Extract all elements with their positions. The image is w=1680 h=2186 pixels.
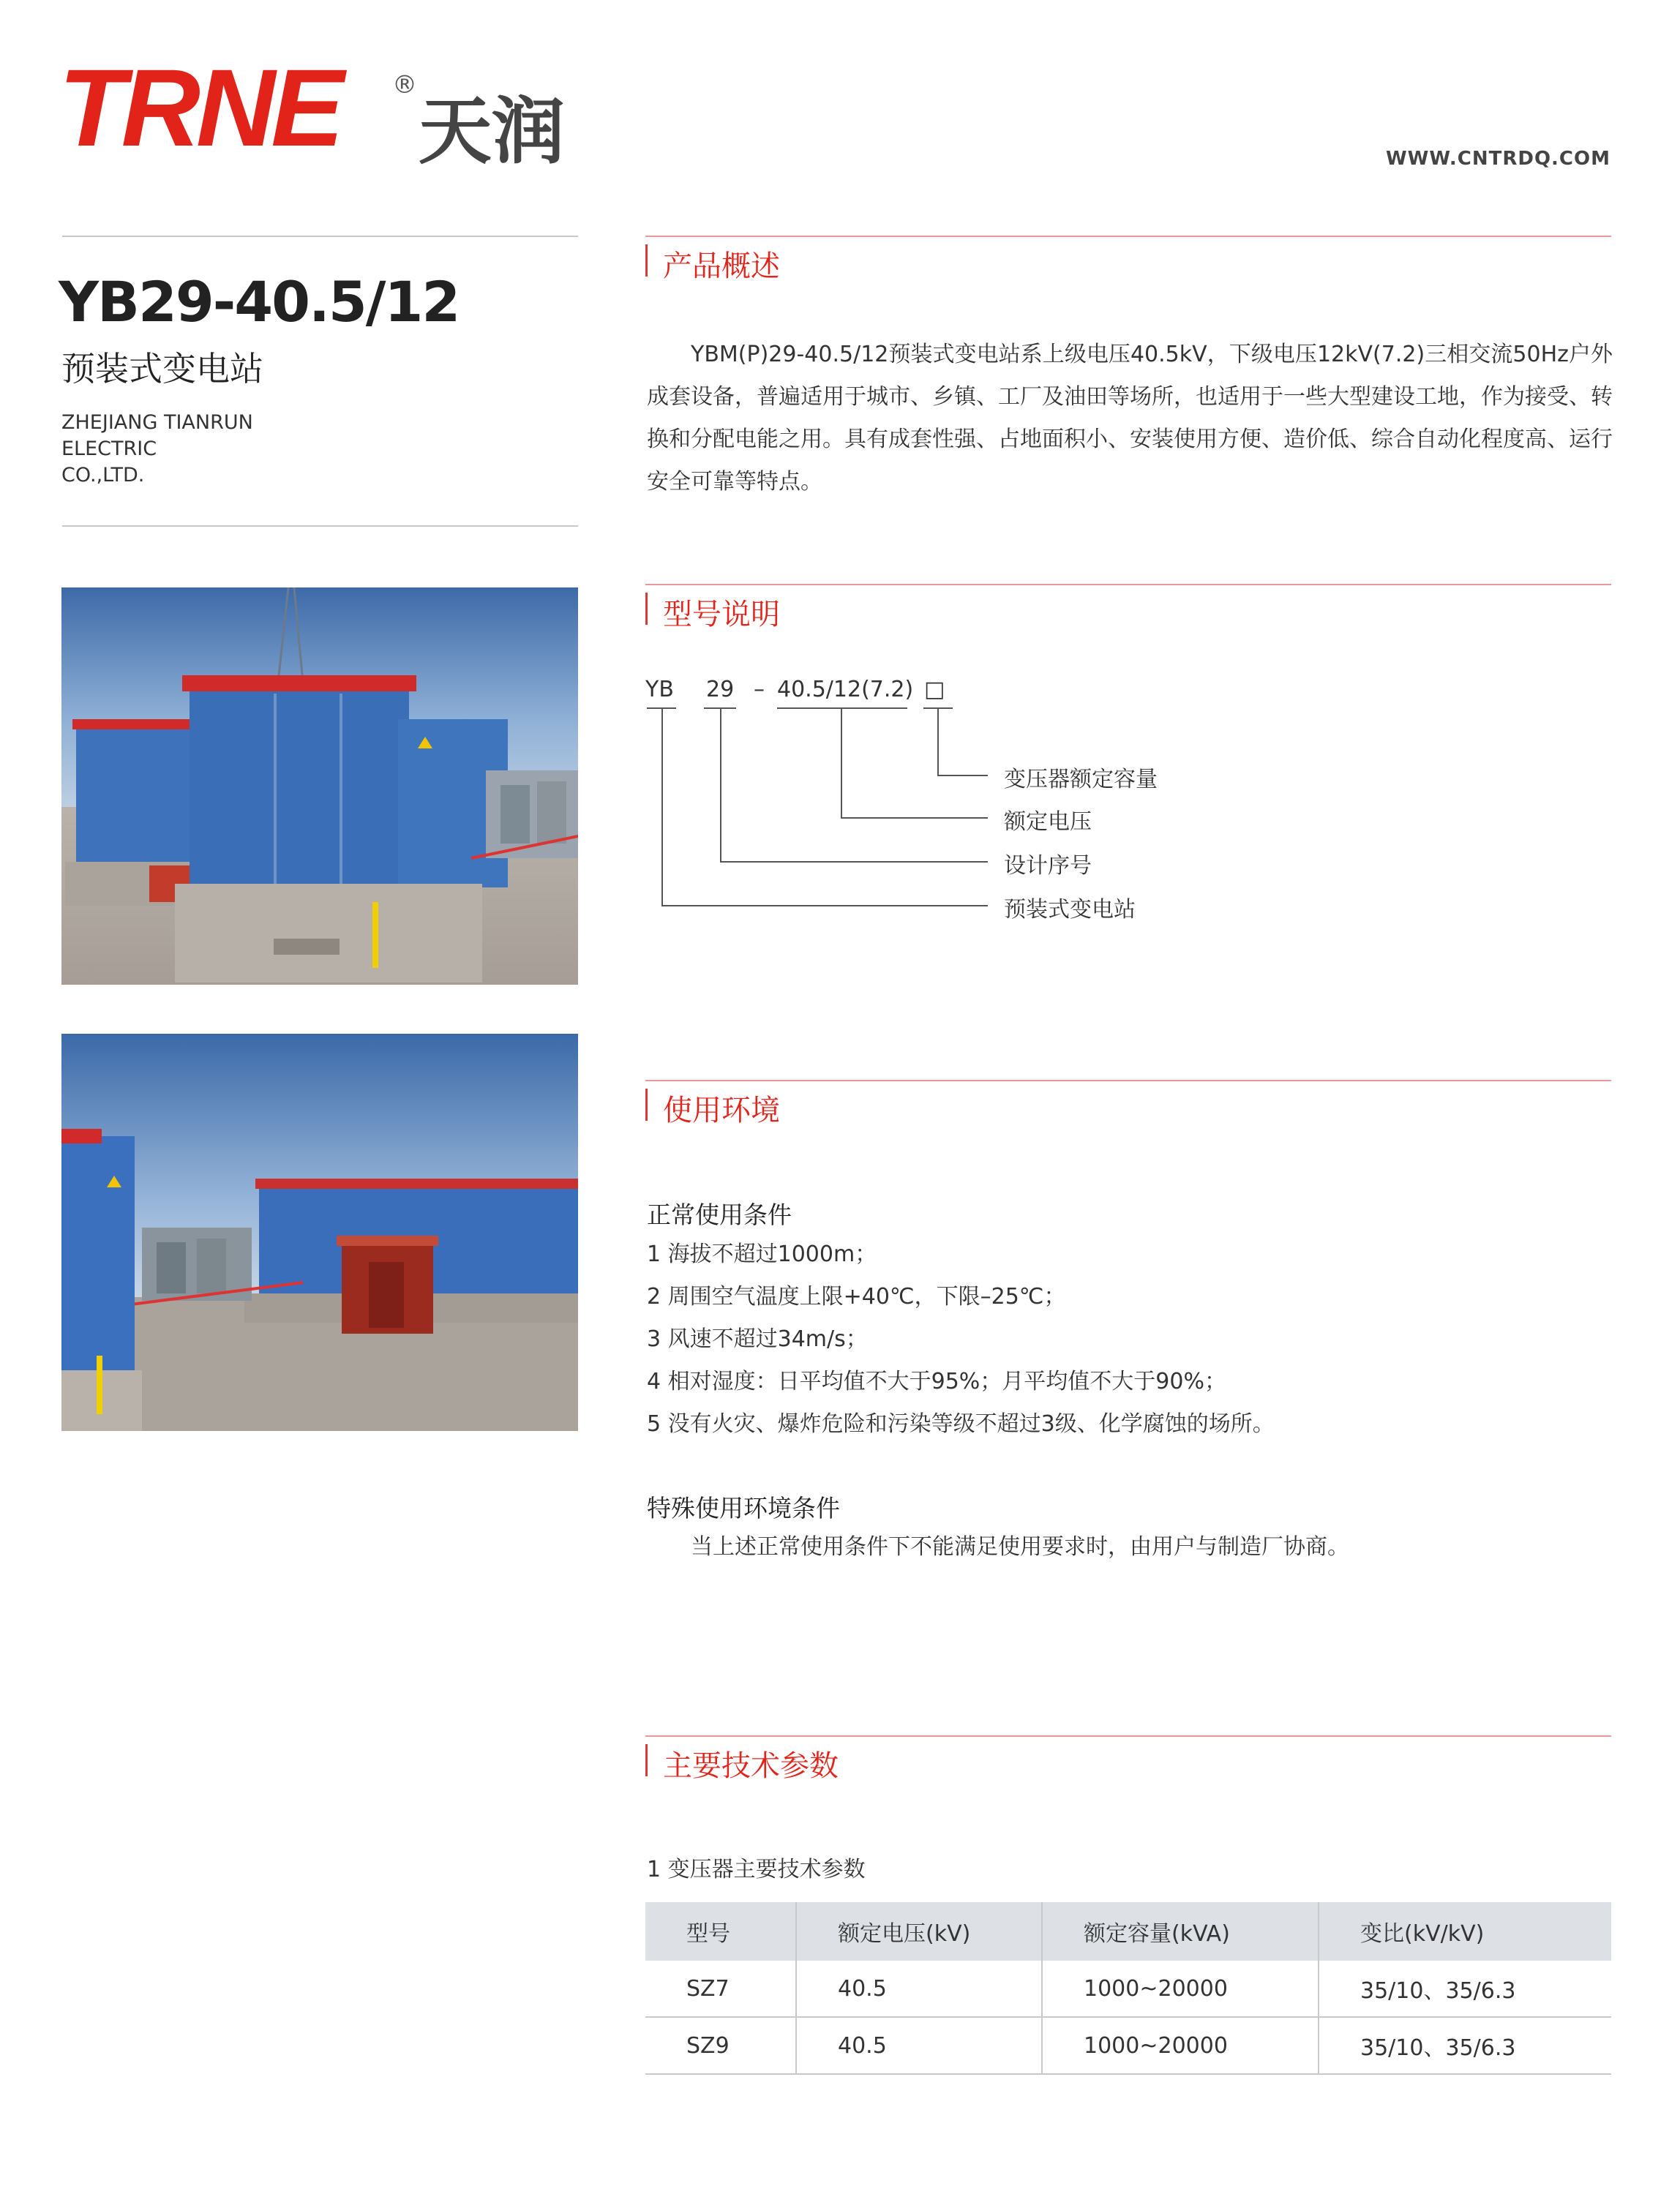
cell-model: SZ7 xyxy=(645,1961,796,2017)
list-item: 1 海拔不超过1000m； xyxy=(647,1242,877,1267)
header-capacity: 额定容量(kVA) xyxy=(1042,1902,1319,1961)
model-code-voltage: 40.5/12(7.2) xyxy=(777,677,914,702)
list-item: 5 没有火灾、爆炸危险和污染等级不超过3级、化学腐蚀的场所。 xyxy=(647,1411,1275,1437)
list-item: 4 相对湿度：日平均值不大于95%；月平均值不大于90%； xyxy=(647,1369,1226,1394)
cell-model: SZ9 xyxy=(645,2017,796,2074)
normal-conditions-title: 正常使用条件 xyxy=(647,1201,792,1229)
model-code-capacity: □ xyxy=(924,677,945,702)
special-conditions-title: 特殊使用环境条件 xyxy=(647,1494,840,1522)
specs-accent-bar xyxy=(645,1744,648,1776)
cell-voltage: 40.5 xyxy=(796,2017,1042,2074)
environment-divider xyxy=(645,1080,1611,1081)
model-code-dash: – xyxy=(754,677,765,702)
normal-conditions-list xyxy=(647,1233,1275,1446)
header-voltage: 额定电压(kV) xyxy=(796,1902,1042,1961)
product-name: 预装式变电站 xyxy=(61,349,263,388)
model-code-29: 29 xyxy=(706,677,735,702)
table-header-row xyxy=(645,1902,1611,1961)
overview-paragraph: YBM(P)29-40.5/12预装式变电站系上级电压40.5kV，下级电压12kV(7.2)三相交流50Hz户外成套设备，普遍适用于城市、乡镇、工厂及油田等场所，也适用于一些大型建设工地，作为接受、转换和分配电能之用。具有成套性强、占地面积小、安装使用方便、造价低、综合自动化程度高、运行安全可靠等特点。 xyxy=(647,342,1613,495)
company-line: ELECTRIC xyxy=(61,437,157,460)
registered-mark: ® xyxy=(392,70,417,99)
model-title: 型号说明 xyxy=(663,598,780,631)
list-item: 2 周围空气温度上限+40℃，下限–25℃； xyxy=(647,1284,1066,1310)
specs-table-caption: 1 变压器主要技术参数 xyxy=(647,1857,866,1882)
cell-capacity: 1000~20000 xyxy=(1042,2017,1319,2074)
logo-chinese: 天润 xyxy=(419,89,565,174)
model-label-capacity: 变压器额定容量 xyxy=(1004,767,1158,792)
specs-divider xyxy=(645,1735,1611,1737)
cell-ratio: 35/10、35/6.3 xyxy=(1319,1961,1611,2017)
cell-ratio: 35/10、35/6.3 xyxy=(1319,2017,1611,2074)
table-row xyxy=(645,2017,1611,2074)
model-diagram-lines xyxy=(0,0,1680,951)
overview-title: 产品概述 xyxy=(663,249,780,283)
special-conditions-text: 当上述正常使用条件下不能满足使用要求时，由用户与制造厂协商。 xyxy=(691,1534,1349,1560)
table-row xyxy=(645,1961,1611,2017)
model-label-serial: 设计序号 xyxy=(1004,853,1092,879)
website-url[interactable]: WWW.CNTRDQ.COM xyxy=(1385,148,1610,170)
environment-accent-bar xyxy=(645,1089,648,1121)
model-label-type: 预装式变电站 xyxy=(1004,897,1136,923)
environment-title: 使用环境 xyxy=(663,1094,780,1127)
model-label-voltage: 额定电压 xyxy=(1004,809,1092,835)
logo-latin: TRNE xyxy=(59,46,340,169)
list-item: 3 风速不超过34m/s； xyxy=(647,1326,868,1352)
product-code: YB29-40.5/12 xyxy=(59,269,460,334)
header-model: 型号 xyxy=(645,1902,796,1961)
specs-title: 主要技术参数 xyxy=(663,1749,839,1783)
cell-voltage: 40.5 xyxy=(796,1961,1042,2017)
specs-table xyxy=(645,1902,1611,2075)
cell-capacity: 1000~20000 xyxy=(1042,1961,1319,2017)
company-line: CO.,LTD. xyxy=(61,464,145,487)
header-ratio: 变比(kV/kV) xyxy=(1319,1902,1611,1961)
substation-photo-2 xyxy=(61,1034,578,1431)
company-line: ZHEJIANG TIANRUN xyxy=(61,411,253,434)
model-code-yb: YB xyxy=(645,677,674,702)
